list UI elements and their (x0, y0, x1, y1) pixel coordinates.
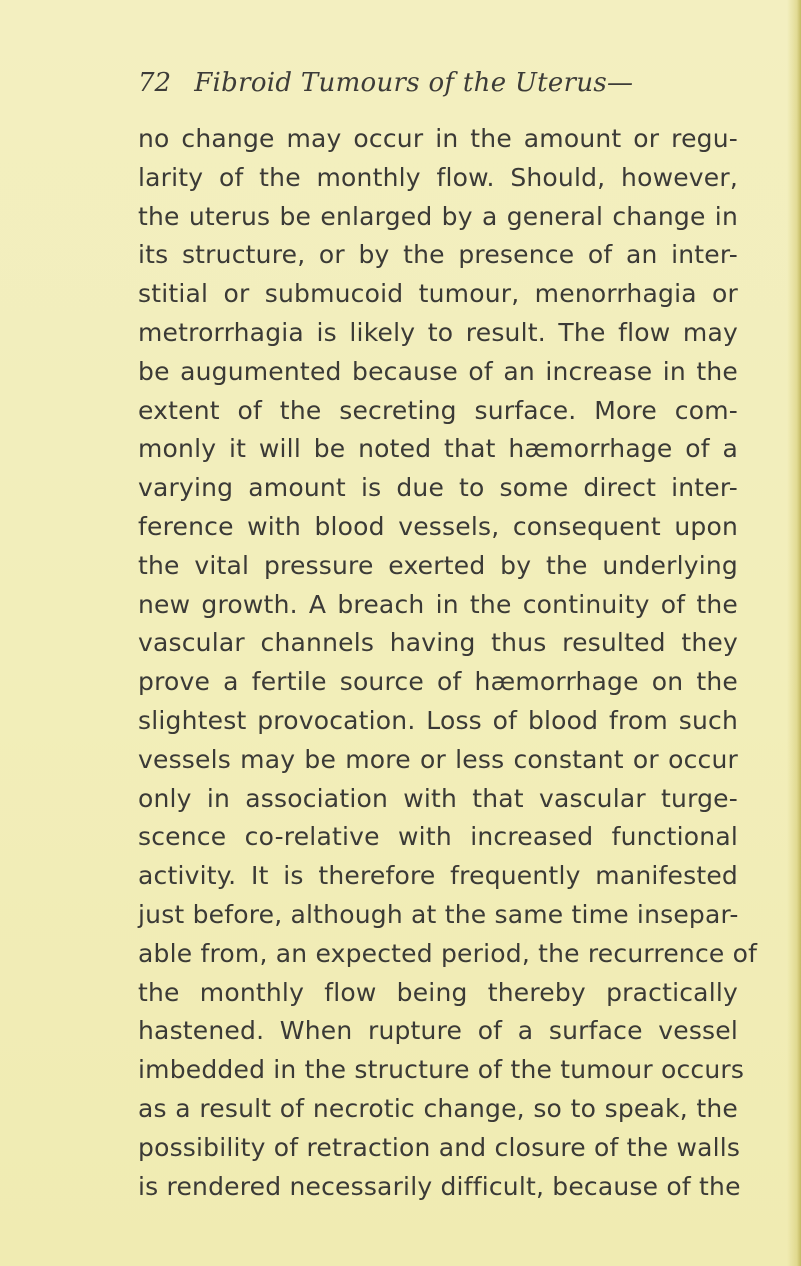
text-line: hastened. When rupture of a surface vessel (138, 1016, 738, 1046)
text-line: imbedded in the structure of the tumour occurs (138, 1055, 745, 1085)
text-line: no change may occur in the amount or regu- (138, 124, 738, 153)
text-line: slightest provocation. Loss of blood from such (138, 705, 738, 735)
text-line: be augumented because of an increase in the (138, 356, 738, 386)
text-line: ference with blood vessels, consequent upon (138, 511, 738, 541)
text-line: able from, an expected period, the recurrence of (138, 938, 758, 968)
text-line: as a result of necrotic change, so to speak, the (138, 1093, 738, 1123)
text-line: stitial or submucoid tumour, menorrhagia or (138, 279, 738, 309)
text-line: scence co-relative with increased functional (138, 822, 738, 852)
text-line: just before, although at the same time insepar- (138, 899, 739, 929)
text-line: the monthly flow being thereby practically (138, 977, 738, 1007)
text-line: vascular channels having thus resulted they (138, 628, 738, 658)
running-header (138, 68, 698, 112)
text-line: activity. It is therefore frequently manifested (138, 861, 738, 891)
text-line: prove a fertile source of hæmorrhage on the (138, 667, 738, 697)
text-line: extent of the secreting surface. More com- (138, 395, 738, 425)
text-line: new growth. A breach in the continuity of the (138, 589, 738, 619)
text-line: the uterus be enlarged by a general change in (138, 201, 738, 231)
text-line: vessels may be more or less constant or occur (138, 744, 738, 774)
page-edge-shadow (787, 0, 801, 1266)
text-line: varying amount is due to some direct inter- (138, 473, 738, 503)
text-line: monly it will be noted that hæmorrhage of a (138, 434, 738, 464)
text-line: is rendered necessarily difficult, because of the (138, 1171, 741, 1201)
page-number: 72 (138, 68, 172, 98)
text-line: only in association with that vascular turge- (138, 783, 738, 813)
text-line: possibility of retraction and closure of the walls (138, 1132, 741, 1162)
text-line: the vital pressure exerted by the underlying (138, 550, 738, 580)
running-title: Fibroid Tumours of the Uterus— (194, 68, 634, 98)
text-line: metrorrhagia is likely to result. The flow may (138, 317, 738, 347)
body-text (138, 120, 758, 1206)
text-line: larity of the monthly flow. Should, however, (138, 162, 738, 192)
text-line: its structure, or by the presence of an inter- (138, 240, 738, 270)
